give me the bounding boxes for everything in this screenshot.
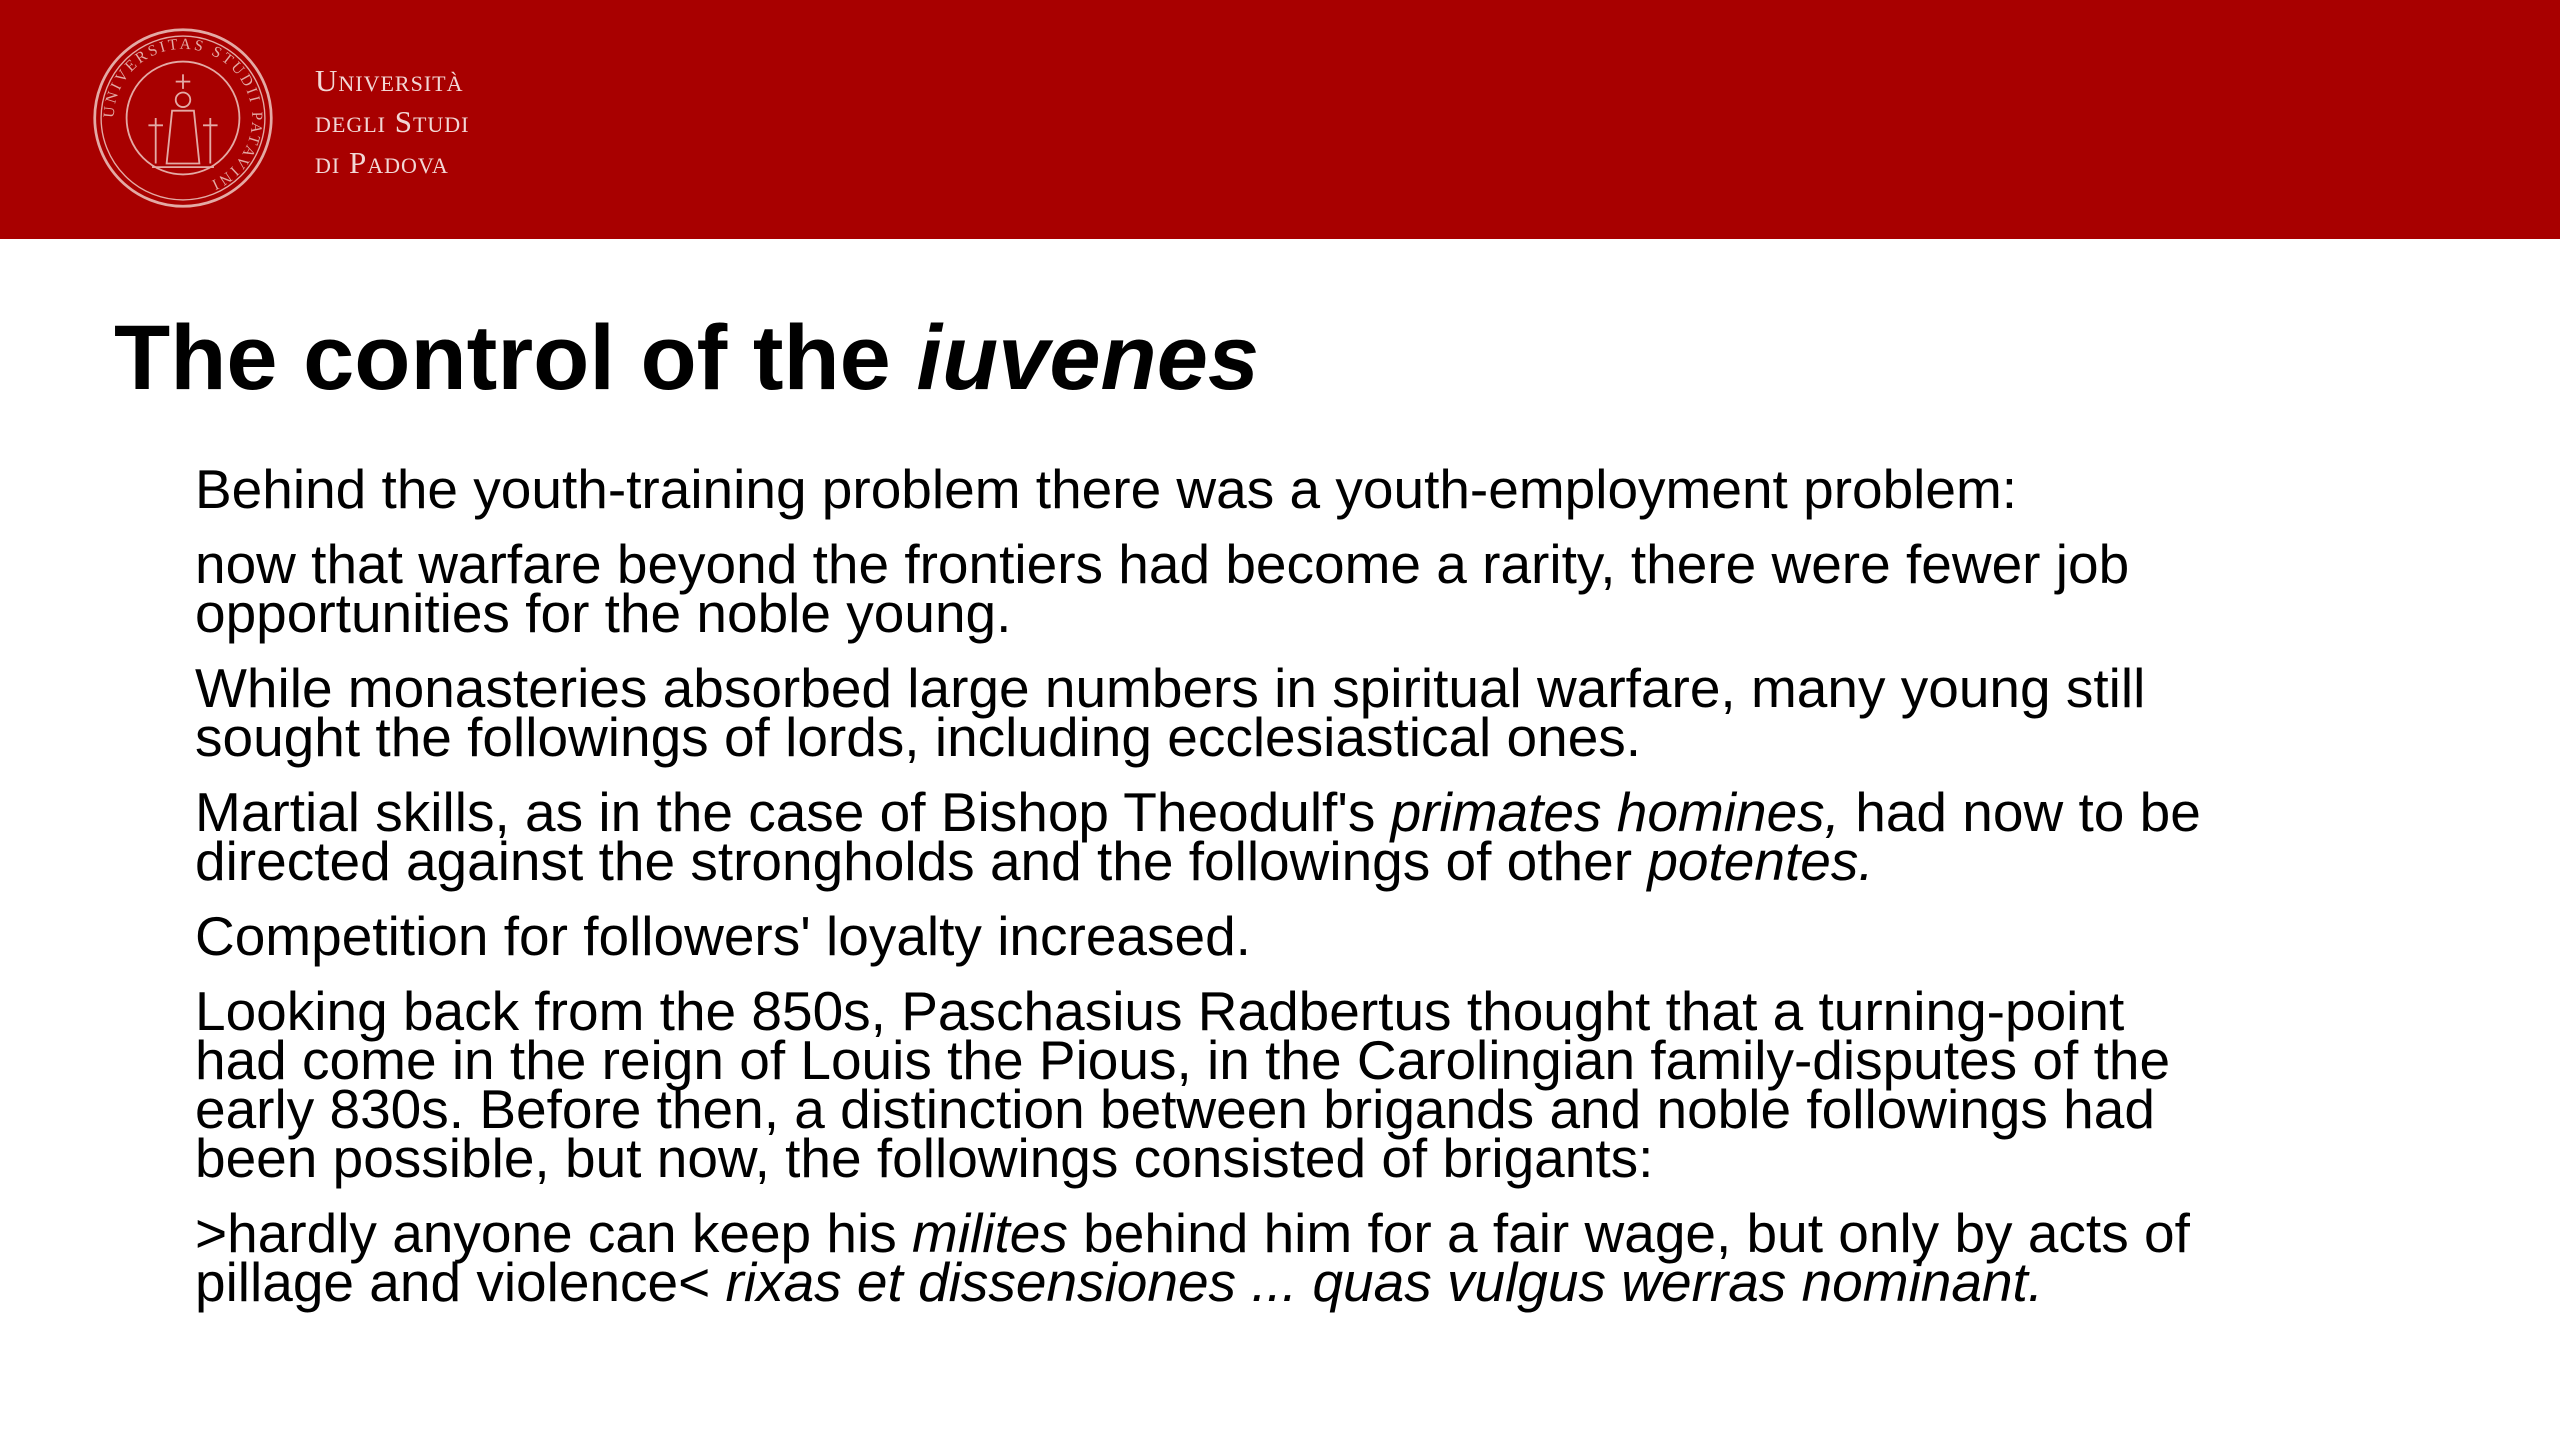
header-band	[0, 0, 2560, 239]
paragraph-youth-problem	[195, 458, 2485, 520]
slide-title-plain: The control of the	[114, 307, 917, 409]
latin-term: potentes.	[1647, 830, 1874, 892]
latin-quotation: rixas et dissensiones ... quas vulgus werras nominant.	[725, 1251, 2044, 1313]
text-line: Behind the youth-training problem there was a youth-employment problem:	[195, 458, 2018, 520]
slide-title-italic: iuvenes	[916, 307, 1260, 409]
paragraph-martial-skills	[195, 781, 2485, 892]
slide-body	[195, 458, 2485, 1333]
text-segment: Martial skills, as in the case of Bishop Theodulf's	[195, 781, 1391, 843]
svg-text:UNIVERSITAS STUDII PATAVINI: UNIVERSITAS STUDII PATAVINI	[100, 35, 266, 195]
slide-title	[114, 308, 1259, 409]
text-line: early 830s. Before then, a distinction between brigands and noble followings had	[195, 1078, 2155, 1140]
text-line: had come in the reign of Louis the Pious, in the Carolingian family-disputes of the	[195, 1029, 2171, 1091]
latin-term: milites	[912, 1202, 1068, 1264]
text-segment: had now to be	[1839, 781, 2201, 843]
text-line: Looking back from the 850s, Paschasius Radbertus thought that a turning-point	[195, 980, 2125, 1042]
paragraph-paschasius	[195, 980, 2485, 1189]
text-segment: behind him for a fair wage, but only by acts of	[1067, 1202, 2190, 1264]
text-segment: pillage and violence<	[195, 1251, 726, 1313]
text-line: now that warfare beyond the frontiers had become a rarity, there were fewer job	[195, 533, 2130, 595]
text-line: While monasteries absorbed large numbers in spiritual warfare, many young still	[195, 657, 2146, 719]
text-segment: directed against the strongholds and the followings of other	[195, 830, 1648, 892]
paragraph-warfare	[195, 533, 2485, 644]
university-name-line: Università	[315, 63, 464, 98]
university-name-line: degli Studi	[315, 104, 470, 139]
text-line: Competition for followers' loyalty increased.	[195, 905, 1251, 967]
text-segment: >hardly anyone can keep his	[195, 1202, 913, 1264]
paragraph-competition	[195, 905, 2485, 967]
text-line: been possible, but now, the followings consisted of brigants:	[195, 1127, 1654, 1189]
university-name-line: di Padova	[315, 145, 449, 180]
paragraph-quotation	[195, 1202, 2485, 1313]
latin-term: primates homines,	[1390, 781, 1840, 843]
university-seal-logo	[92, 27, 274, 209]
text-line: opportunities for the noble young.	[195, 582, 1012, 644]
text-line: sought the followings of lords, including ecclesiastical ones.	[195, 706, 1642, 768]
paragraph-monasteries	[195, 657, 2485, 768]
university-name	[315, 60, 470, 183]
